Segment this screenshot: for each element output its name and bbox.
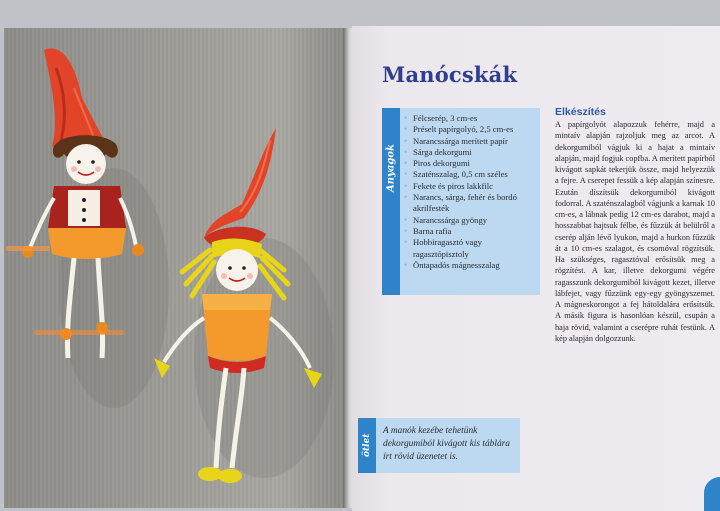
materials-list [404, 113, 538, 271]
instructions-heading: Elkészítés [555, 106, 606, 118]
materials-item: • Sárga dekorgumi [404, 147, 538, 158]
materials-box [382, 108, 540, 295]
instructions-page [352, 26, 720, 511]
tip-text: A manók kezébe tehetünk dekorgumiból kivágott kis táblára írt rövid üzenetet is. [383, 426, 510, 462]
tip-tab [358, 418, 376, 473]
materials-tab [382, 108, 400, 295]
materials-item: • Barna rafia [404, 226, 538, 237]
materials-item: • Öntapadós mágnesszalag [404, 260, 538, 271]
page-corner-tab [704, 477, 720, 511]
materials-item: • Félcserép, 3 cm-es [404, 113, 538, 124]
materials-item: • Narancs, sárga, fehér és bordó akrilfesték [404, 192, 538, 215]
tip-box [358, 418, 520, 473]
materials-item: • Narancssárga gyöngy [404, 215, 538, 226]
gnome-photo [4, 28, 350, 508]
materials-item: • Narancssárga merített papír [404, 136, 538, 147]
page-title: Manócskák [382, 62, 518, 87]
materials-item: • Préselt papírgolyó, 2,5 cm-es [404, 124, 538, 135]
materials-tab-label: Anyagok [385, 144, 397, 192]
materials-item: • Szaténszalag, 0,5 cm széles [404, 169, 538, 180]
materials-item: • Piros dekorgumi [404, 158, 538, 169]
tip-tab-label: ötlet [362, 433, 372, 457]
photo-page [4, 28, 350, 508]
instructions-text: A papírgolyót alapozzuk fehérre, majd a mintaív alapján rajzoljuk meg az arcot. A dekorgumiból vágjuk ki a hajat a mintaív alapján, majd fogjuk copfba. A merített papírból kivágott sapkát tekerjük össze, majd helyezzük a fejre. A cserepet fessük a kép alapján színesre. Ezután díszítsük dekorgumiból kivágott fodorral. A szaténszalagból vágjunk a karnak 10 cm-es, a lábnak pedig 12 cm-es darabot, majd a hosszabbat hajtsuk félbe, és fűzzük át belülről a cserép alján lévő lyukon, majd a hurkon fűzzük át a 10 cm-es szalagot, és csomóval rögzítsük. Ha szükséges, ragasztóval erősítsük meg a rögzítést. A kar, illetve dekorgumi végére ragasszunk dekorgumiból kivágott kezet, illetve lábfejet, vagy fűzzünk egy-egy gyöngyszemet. A mágneskorongot a fej hátoldalára erősítsük. A másik figura is hasonlóan készül, csupán a haja rövid, valamint a cserépre ruhát festünk. A kép alapján dolgozzunk. [555, 120, 715, 343]
materials-item: • Fekete és piros lakkfilc [404, 181, 538, 192]
materials-item: • Hobbiragasztó vagy ragasztópisztoly [404, 237, 538, 260]
